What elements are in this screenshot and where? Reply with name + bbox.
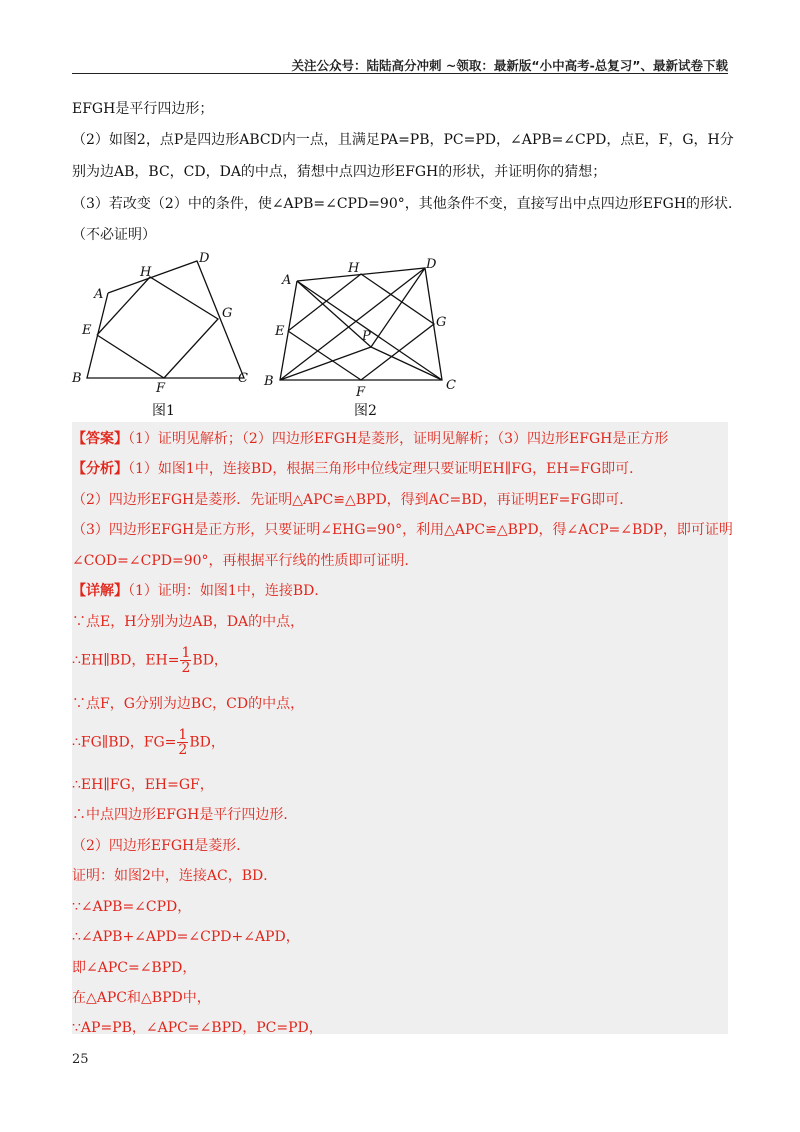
answer-line — [72, 775, 728, 795]
fraction — [180, 646, 191, 675]
answer-line — [72, 988, 728, 1008]
label-d-2: D — [426, 257, 437, 272]
question-line-5: （不必证明） — [72, 227, 156, 243]
answer-text: ∴EH∥FG，EH=GF， — [72, 777, 214, 793]
answer-text-after: BD， — [189, 734, 225, 751]
page-number: 25 — [72, 1052, 89, 1067]
answer-text: ∴FG∥BD，FG= — [72, 734, 177, 751]
answer-line — [72, 805, 728, 825]
label-d: D — [199, 251, 210, 266]
answer-text: ∴∠APB+∠APD=∠CPD+∠APD， — [72, 929, 300, 945]
answer-line — [72, 897, 728, 917]
answer-tag: 【详解】 — [72, 583, 128, 599]
label-h-2: H — [348, 261, 360, 276]
figure-1-caption: 图1 — [152, 403, 175, 419]
answer-line — [72, 612, 728, 632]
answer-text: 即∠APC=∠BPD， — [72, 960, 197, 976]
label-c-2: C — [446, 378, 456, 393]
fraction-denominator: 2 — [181, 660, 191, 676]
answer-line — [72, 1018, 728, 1038]
answer-line — [72, 728, 728, 757]
question-line-1: EFGH是平行四边形； — [72, 101, 214, 117]
answer-text: （1）证明：如图1中，连接BD． — [128, 583, 329, 599]
answer-text: 在△APC和△BPD中， — [72, 990, 211, 1006]
question-line-4: （3）若改变（2）中的条件，使∠APB=∠CPD=90°，其他条件不变，直接写出中点四边形EFGH的形状． — [72, 196, 743, 212]
answer-line — [72, 459, 728, 479]
answer-text: ∠COD=∠CPD=90°，再根据平行线的性质即可证明． — [72, 553, 419, 569]
label-f-2: F — [356, 385, 366, 400]
answer-line — [72, 927, 728, 947]
label-p-2: P — [362, 329, 371, 344]
quad-efgh — [97, 277, 218, 378]
answer-line — [72, 490, 728, 510]
figure-2 — [260, 246, 500, 421]
figure-2-caption: 图2 — [354, 403, 377, 419]
label-e: E — [82, 323, 92, 338]
answer-tag: 【分析】 — [72, 461, 128, 477]
fraction-numerator: 1 — [178, 727, 188, 743]
answer-text: ∵点F，G分别为边BC，CD的中点， — [72, 696, 305, 712]
answer-line — [72, 646, 728, 675]
label-h: H — [140, 265, 152, 280]
header-rule — [72, 73, 728, 74]
answer-line — [72, 551, 728, 571]
answer-line — [72, 694, 728, 714]
segments-pa-pb — [280, 281, 371, 380]
fraction — [177, 728, 188, 757]
answer-line — [72, 958, 728, 978]
fraction-numerator: 1 — [181, 645, 191, 661]
figure-1 — [60, 246, 260, 421]
question-line-3: 别为边AB，BC，CD，DA的中点，猜想中点四边形EFGH的形状，并证明你的猜想； — [72, 164, 607, 180]
label-c: C — [238, 371, 248, 386]
answer-text: ∴EH∥BD，EH= — [72, 652, 180, 669]
answer-line — [72, 429, 728, 449]
answer-line — [72, 581, 728, 601]
answer-text: ∵∠APB=∠CPD， — [72, 899, 192, 915]
answer-line — [72, 836, 728, 856]
label-g: G — [222, 306, 233, 321]
answer-text: 证明：如图2中，连接AC，BD． — [72, 868, 278, 884]
answer-text: ∵AP=PB，∠APC=∠BPD，PC=PD， — [72, 1020, 323, 1036]
answer-tag: 【答案】 — [72, 431, 128, 447]
answer-text: （3）四边形EFGH是正方形，只要证明∠EHG=90°，利用△APC≌△BPD，得∠ACP=∠BDP，即可证明 — [72, 522, 733, 538]
figures — [60, 246, 480, 421]
label-b: B — [72, 371, 82, 386]
label-e-2: E — [275, 324, 285, 339]
answer-text: （1）证明见解析；（2）四边形EFGH是菱形，证明见解析；（3）四边形EFGH是正方形 — [128, 431, 669, 447]
answer-text: （2）四边形EFGH是菱形． — [72, 838, 251, 854]
answer-text: ∴中点四边形EFGH是平行四边形． — [72, 807, 298, 823]
answer-text: （1）如图1中，连接BD，根据三角形中位线定理只要证明EH∥FG，EH=FG即可． — [128, 461, 644, 477]
label-a-2: A — [282, 273, 292, 288]
segments-pd-pc — [371, 268, 442, 380]
label-a: A — [94, 287, 104, 302]
answer-line — [72, 866, 728, 886]
answer-text: ∵点E，H分别为边AB，DA的中点， — [72, 614, 305, 630]
fraction-denominator: 2 — [178, 742, 188, 758]
label-b-2: B — [264, 374, 274, 389]
page-header: 关注公众号：陆陆高分冲刺 ~领取：最新版“小中高考-总复习”、最新试卷下载 — [291, 58, 728, 73]
answer-text: （2）四边形EFGH是菱形．先证明△APC≌△BPD，得到AC=BD，再证明EF=FG即可． — [72, 492, 634, 508]
label-g-2: G — [436, 315, 447, 330]
question-line-2: （2）如图2，点P是四边形ABCD内一点，且满足PA=PB，PC=PD，∠APB=∠CPD，点E，F，G，H分 — [72, 132, 734, 148]
label-f: F — [156, 381, 166, 396]
answer-text-after: BD， — [192, 652, 228, 669]
answer-line — [72, 520, 733, 540]
